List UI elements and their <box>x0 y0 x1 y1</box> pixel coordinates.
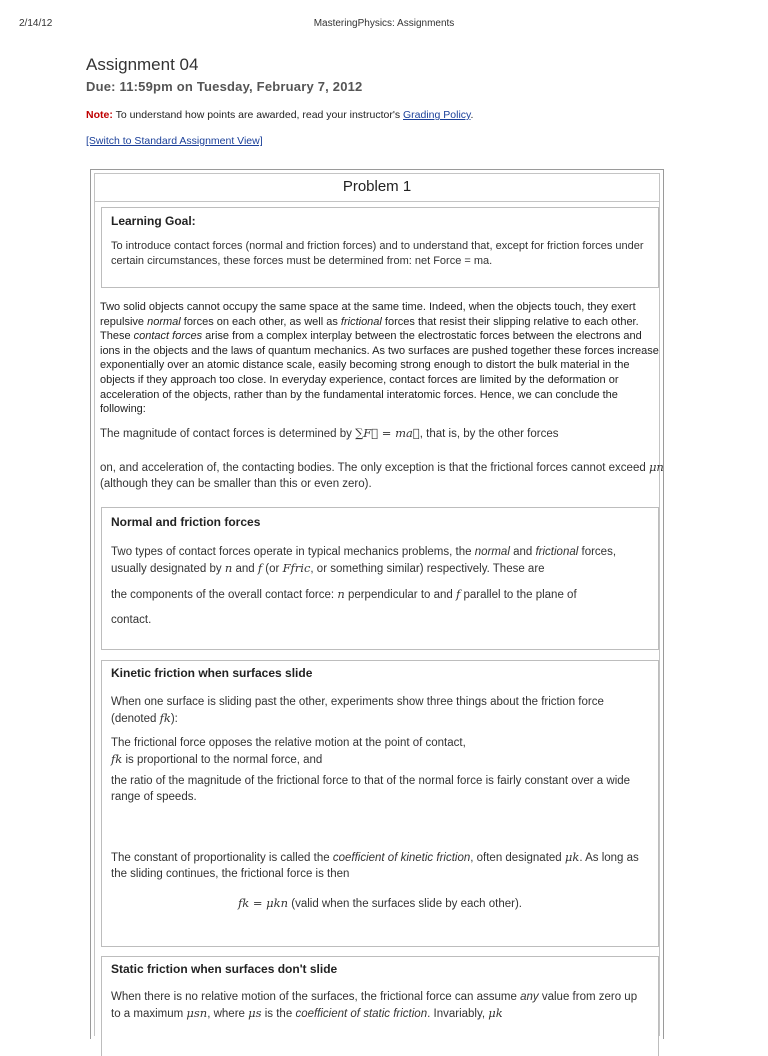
magnitude-line: The magnitude of contact forces is determined by ∑F⃗ = ma⃗, that is, by the other forces <box>100 426 559 440</box>
net-force-formula: ∑F⃗ = ma⃗ <box>355 426 420 440</box>
normal-friction-text: Two types of contact forces operate in typical mechanics problems, the normal and frictional forces, usually designated by n and f (or Ffric, or something similar) respectively. These are <box>111 546 617 575</box>
learning-goal-text: To introduce contact forces (normal and friction forces) and to understand that, except for friction forces under certain circumstances, these forces must be determined from: net Force = ma. <box>111 240 644 267</box>
note-text: To understand how points are awarded, read your instructor's <box>115 109 401 121</box>
intro-paragraph: Two solid objects cannot occupy the same space at the same time. Indeed, when the objects touch, they exert repulsive normal forces on each other, as well as frictional forces that resist their slipping relative to each other. These contact forces arise from a complex interplay between the electrostatic forces between the electrons and ions in the objects and the laws of quantum mechanics. As two surfaces are pushed together these forces increase exponentially over an atomic distance scale, easily becoming strong enough to distort the bulk material in the objects if they approach too close. In everyday experience, contact forces are limited by the deformation or acceleration of the objects, rather than by the fundamental interatomic forces. Hence, we can conclude the following: <box>100 301 659 416</box>
learning-goal-box <box>101 207 659 288</box>
static-friction-box: Static friction when surfaces don't slide When there is no relative motion of the surfaces, the frictional force can assume any value from zero up to a maximum μsn, where μs is the coefficient of static friction. Invariably, μk <box>101 956 659 1056</box>
page-header-title: MasteringPhysics: Assignments <box>313 18 455 29</box>
switch-view-link[interactable]: [Switch to Standard Assignment View] <box>86 135 263 147</box>
problem-panel <box>90 169 664 1039</box>
normal-friction-heading: Normal and friction forces <box>111 515 261 529</box>
kinetic-friction-equation: fk = μkn <box>238 896 289 910</box>
static-friction-heading: Static friction when surfaces don't slide <box>111 962 338 976</box>
grading-policy-link[interactable]: Grading Policy <box>403 109 471 121</box>
kinetic-friction-box: Kinetic friction when surfaces slide When one surface is sliding past the other, experiments show three things about the friction force (denoted fk): The frictional force opposes the relative motion at the point of contact, fk is proportional to the normal force, and the ratio of the magnitude of the frictional force to that of the normal force is fairly constant over a wide range of speeds. The constant of proportionality is called the coefficient of kinetic friction, often designated μk. As long as the sliding continues, the frictional force is then fk = μkn (valid when the surfaces slide by each other). <box>101 660 659 947</box>
kinetic-friction-heading: Kinetic friction when surfaces slide <box>111 666 313 680</box>
learning-goal-heading: Learning Goal: <box>111 214 196 228</box>
note-end: . <box>470 109 474 121</box>
problem-title: Problem 1 <box>95 174 659 202</box>
normal-friction-box: Normal and friction forces Two types of contact forces operate in typical mechanics problems, the normal and frictional forces, usually designated by n and f (or Ffric, or something similar) respectively. These are the components of the overall contact force: n perpendicular to and f parallel to the plane of contact. <box>101 507 659 650</box>
page-header-date: 2/14/12 <box>19 18 53 29</box>
magnitude-continued: on, and acceleration of, the contacting bodies. The only exception is that the frictional forces cannot exceed μn (although they can be smaller than this or even zero). <box>100 460 664 490</box>
note-label: Note: <box>86 109 113 121</box>
grading-note <box>86 109 473 121</box>
assignment-title: Assignment 04 <box>86 55 199 74</box>
due-date: Due: 11:59pm on Tuesday, February 7, 2012 <box>86 79 363 94</box>
